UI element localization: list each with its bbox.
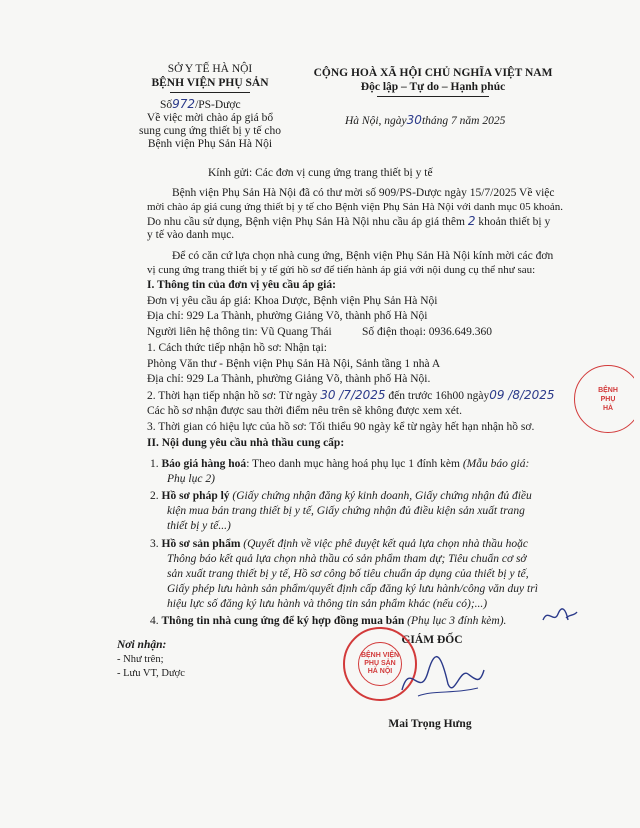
item-4-italic: (Phụ lục 3 đính kèm). xyxy=(407,615,507,627)
org-parent: SỞ Y TẾ HÀ NỘI xyxy=(167,63,253,75)
item-4-title: Thông tin nhà cung ứng để ký hợp đồng mua bán xyxy=(161,615,405,627)
recipient-2: - Lưu VT, Dược xyxy=(117,668,185,679)
subject-line-1: Về việc mời chào áp giá bổ xyxy=(146,112,274,124)
p1-line-3-text: Do nhu cầu sử dụng, Bệnh viện Phụ Sản Hà Nội nhu cầu áp giá thêm xyxy=(147,216,465,228)
item-3-number: 3. xyxy=(150,538,159,550)
stamp-text-bottom: HÀ NỘI xyxy=(367,668,393,675)
s1-receive: 1. Cách thức tiếp nhận hồ sơ: Nhận tại: xyxy=(147,342,327,354)
s1-unit: Đơn vị yêu cầu áp giá: Khoa Dược, Bệnh viện Phụ Sản Hà Nội xyxy=(147,295,438,307)
seal-fragment xyxy=(574,365,634,435)
s1-contact: Người liên hệ thông tin: Vũ Quang Thái xyxy=(147,326,332,338)
item-3-line-3: sản xuất trang thiết bị y tế, Hồ sơ công bố tiêu chuẩn áp dụng của thiết bị y tế, xyxy=(167,568,529,580)
item-3-title: Hồ sơ sản phẩm xyxy=(161,538,241,550)
p1-line-3 xyxy=(147,214,550,229)
item-3-line-4: Giấy phép lưu hành sản phẩm/quyết định cấp đăng ký lưu hành/công văn duy trì xyxy=(167,583,538,595)
seal-fragment-line-1: BỆNH xyxy=(598,386,618,394)
p2-line-1: Để có căn cứ lựa chọn nhà cung ứng, Bệnh viện Phụ Sản Hà Nội kính mời các đơn xyxy=(172,250,554,262)
director-signature xyxy=(398,650,488,710)
p1-handwritten-count: 2 xyxy=(467,214,476,228)
p1-line-3-tail: khoản thiết bị y xyxy=(478,216,551,228)
doc-number-suffix: /PS-Dược xyxy=(195,99,241,111)
item-1-italic: (Mẫu báo giá: xyxy=(462,458,530,470)
deadline-start-date: 30 /7/2025 xyxy=(320,388,386,402)
date-line xyxy=(345,113,505,128)
item-3-line-2: Thông báo kết quả lựa chọn nhà thầu có sản phẩm tham dự; Tiêu chuẩn cơ sở xyxy=(167,553,527,565)
greeting: Kính gửi: Các đơn vị cung ứng trang thiết bị y tế xyxy=(208,167,433,179)
s1-address: Địa chỉ: 929 La Thành, phường Giảng Võ, thành phố Hà Nội xyxy=(147,310,428,322)
doc-number-prefix: Số xyxy=(160,99,173,111)
s1-late-note: Các hồ sơ nhận được sau thời điểm nêu trên sẽ không được xem xét. xyxy=(147,405,462,417)
seal-fragment-line-3: HÀ xyxy=(602,404,614,412)
seal-fragment-line-2: PHỤ xyxy=(600,395,616,403)
director-title: GIÁM ĐỐC xyxy=(401,634,463,646)
item-2-first-line xyxy=(150,489,532,503)
s1-office: Phòng Văn thư - Bệnh viện Phụ Sản Hà Nội, Sảnh tầng 1 nhà A xyxy=(147,358,441,370)
s1-validity: 3. Thời gian có hiệu lực của hồ sơ: Tối thiểu 90 ngày kể từ ngày hết hạn nhận hồ sơ. xyxy=(147,421,535,433)
stamp-text-top: BỆNH VIỆN xyxy=(360,652,400,659)
item-3-line-5: hiệu lực số đăng ký lưu hành và thông tin sản phẩm khác (nếu có);...) xyxy=(167,598,488,610)
item-1-title: Báo giá hàng hoá xyxy=(161,458,247,470)
seal-fragment-text xyxy=(598,386,618,413)
motto: Độc lập – Tự do – Hạnh phúc xyxy=(360,81,506,93)
s1-deadline xyxy=(147,388,555,403)
p1-line-2: mời chào áp giá cung ứng thiết bị y tế cho Bệnh viện Phụ Sản Hà Nội với danh mục 05 khoản. xyxy=(147,201,563,213)
initials-scribble xyxy=(540,606,580,628)
item-1-number: 1. xyxy=(150,458,159,470)
signer-name: Mai Trọng Hưng xyxy=(388,718,472,730)
doc-number-handwritten: 972 xyxy=(172,97,196,111)
item-3-italic: (Quyết định về việc phê duyệt kết quả lựa chọn nhà thầu hoặc xyxy=(243,538,529,550)
motto-underline xyxy=(377,96,489,97)
item-1-text: : Theo danh mục hàng hoá phụ lục 1 đính kèm xyxy=(246,458,460,470)
doc-number xyxy=(160,97,241,112)
deadline-prefix: 2. Thời hạn tiếp nhận hồ sơ: Từ ngày xyxy=(147,390,318,402)
item-1-line-2: Phụ lục 2) xyxy=(167,473,215,485)
recipient-1: - Như trên; xyxy=(117,654,164,665)
section1-title: I. Thông tin của đơn vị yêu cầu áp giá: xyxy=(147,279,336,291)
date-suffix: tháng 7 năm 2025 xyxy=(421,115,506,127)
org-underline xyxy=(170,92,250,93)
org-name: BỆNH VIỆN PHỤ SẢN xyxy=(151,77,269,89)
recipients-title: Nơi nhận: xyxy=(117,639,167,651)
seal-fragment-ring xyxy=(574,365,634,433)
p2-line-2: vị cung ứng trang thiết bị y tế gửi hồ sơ để tiến hành áp giá với nội dung cụ thể như sau: xyxy=(147,264,536,276)
deadline-end-date: 09 /8/2025 xyxy=(489,388,555,402)
item-2-line-3: thiết bị y tế...) xyxy=(167,520,231,532)
item-3-first-line xyxy=(150,537,528,551)
date-day-handwritten: 30 xyxy=(406,113,422,127)
country-name: CỘNG HOÀ XÃ HỘI CHỦ NGHĨA VIỆT NAM xyxy=(313,67,553,79)
item-2-title: Hồ sơ pháp lý xyxy=(161,490,230,502)
item-2-line-2: kiện mua bán trang thiết bị y tế, Giấy chứng nhận đủ điều kiện sản xuất trang xyxy=(167,505,525,517)
item-2-number: 2. xyxy=(150,490,159,502)
item-4-first-line xyxy=(150,614,506,628)
item-4-number: 4. xyxy=(150,615,159,627)
p1-line-4: y tế vào danh mục. xyxy=(147,229,235,241)
subject-line-2: sung cung ứng thiết bị y tế cho xyxy=(139,125,281,137)
subject-line-3: Bệnh viện Phụ Sản Hà Nội xyxy=(147,138,273,150)
stamp-text-middle: PHỤ SẢN xyxy=(364,660,396,667)
section2-title: II. Nội dung yêu cầu nhà thầu cung cấp: xyxy=(147,437,345,449)
s1-phone: Số điện thoại: 0936.649.360 xyxy=(362,326,493,338)
p1-line-1: Bệnh viện Phụ Sản Hà Nội đã có thư mời số 909/PS-Dược ngày 15/7/2025 Về việc xyxy=(172,187,555,199)
s1-address2: Địa chỉ: 929 La Thành, phường Giảng Võ, thành phố Hà Nội. xyxy=(147,373,431,385)
item-2-italic: (Giấy chứng nhận đăng ký kinh doanh, Giấy chứng nhận đủ điều xyxy=(232,490,532,502)
item-1-first-line xyxy=(150,457,529,471)
stamp-inner-ring xyxy=(358,642,402,686)
date-prefix: Hà Nội, ngày xyxy=(345,115,407,127)
deadline-mid: đến trước 16h00 ngày xyxy=(388,390,490,402)
